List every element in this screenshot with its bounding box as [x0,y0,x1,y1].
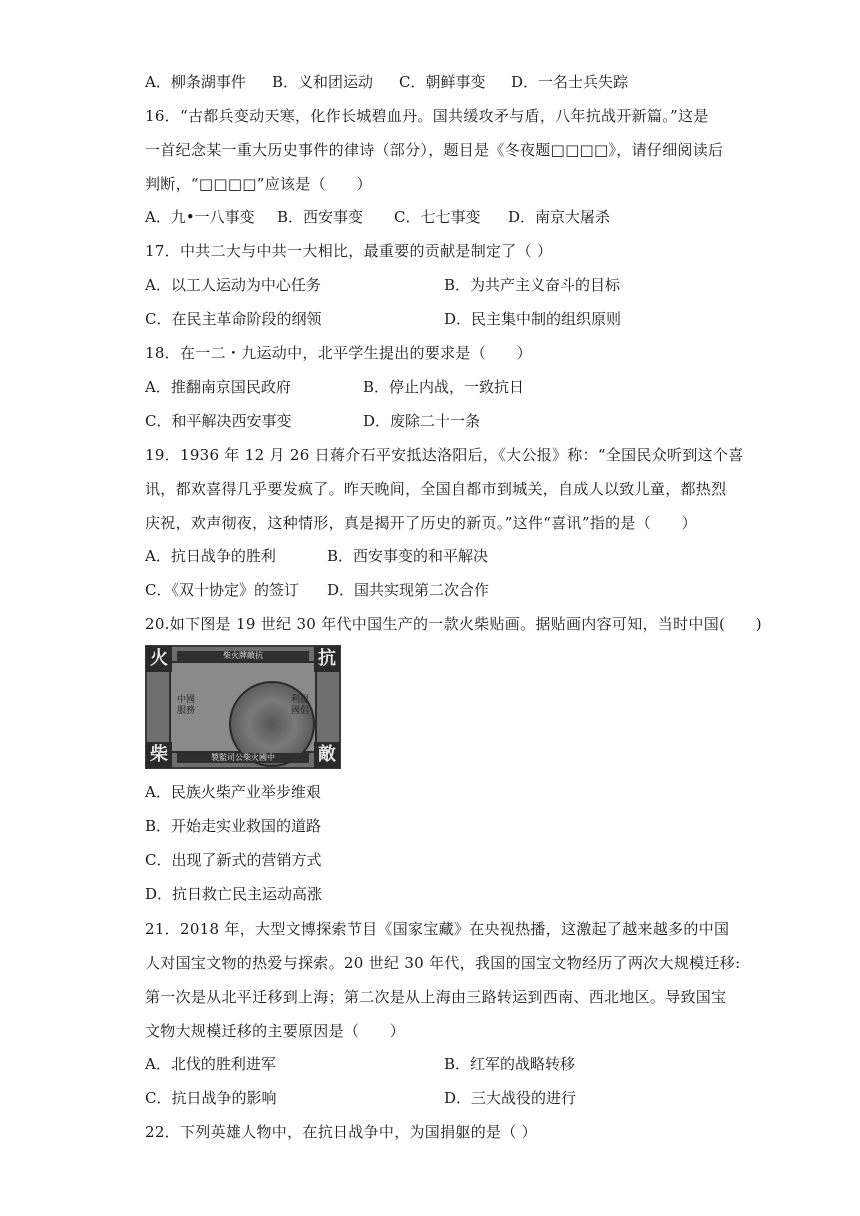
q16-option-a[interactable]: A．九•一八事变 [145,208,255,226]
q18-option-d[interactable]: D．废除二十一条 [363,412,481,430]
q18-stem: 18．在一二・九运动中，北平学生提出的要求是（ ） [145,344,532,362]
matchbox-label-image [145,645,341,769]
q15-option-d[interactable]: D．一名士兵失踪 [511,73,629,91]
q17-option-b[interactable]: B．为共产主义奋斗的目标 [444,276,621,294]
q18-option-c[interactable]: C．和平解决西安事变 [145,412,292,430]
q16-option-b[interactable]: B．西安事变 [277,208,364,226]
q20-stem: 20.如下图是 19 世纪 30 年代中国生产的一款火柴贴画。据贴画内容可知，当时中国( ) [145,615,762,633]
q22-stem: 22．下列英雄人物中，在抗日战争中，为国捐躯的是（ ） [145,1123,537,1141]
q17-option-d[interactable]: D．民主集中制的组织原则 [444,310,622,328]
q18-option-a[interactable]: A．推翻南京国民政府 [145,378,291,396]
q16-option-d[interactable]: D．南京大屠杀 [508,208,611,226]
q16-option-c[interactable]: C．七七事变 [394,208,481,226]
q19-option-a[interactable]: A．抗日战争的胜利 [145,547,276,565]
q15-option-a[interactable]: A．柳条湖事件 [145,73,246,91]
q17-stem: 17．中共二大与中共一大相比，最重要的贡献是制定了（ ） [145,242,553,260]
q16-stem-line-2: 一首纪念某一重大历史事件的律诗（部分），题目是《冬夜题□□□□》，请仔细阅读后 [145,141,724,159]
q21-option-b[interactable]: B．红军的战略转移 [444,1055,576,1073]
q21-stem-line-1: 21．2018 年，大型文博探索节目《国家宝藏》在央视热播，这激起了越来越多的中国 [145,920,730,938]
q19-option-d[interactable]: D．国共实现第二次合作 [327,581,490,599]
q18-option-b[interactable]: B．停止内战，一致抗日 [363,378,525,396]
q20-option-a[interactable]: A．民族火柴产业举步维艰 [145,783,321,801]
q17-option-c[interactable]: C．在民主革命阶段的纲领 [145,310,322,328]
q21-option-c[interactable]: C．抗日战争的影响 [145,1089,277,1107]
q19-stem-line-1: 19．1936 年 12 月 26 日蒋介石平安抵达洛阳后，《大公报》称：“全国民众听到这个喜 [145,446,744,464]
q21-option-d[interactable]: D．三大战役的进行 [444,1089,577,1107]
label-corner-top-left: 火 [146,646,172,672]
q21-stem-line-4: 文物大规模迁移的主要原因是（ ） [145,1022,406,1040]
label-corner-bottom-left: 柴 [146,742,172,768]
q20-option-c[interactable]: C．出现了新式的营销方式 [145,851,322,869]
q19-option-b[interactable]: B．西安事变的和平解决 [327,547,489,565]
q19-stem-line-3: 庆祝，欢声彻夜，这种情形，真是揭开了历史的新页。”这件“喜讯”指的是（ ） [145,514,697,532]
q20-option-b[interactable]: B．开始走实业救国的道路 [145,817,322,835]
label-corner-top-right: 抗 [314,646,340,672]
q19-option-c[interactable]: C．《双十协定》的签订 [145,581,299,599]
q16-stem-line-1: 16．“古都兵变动天寒，化作长城碧血丹。国共缓攻矛与盾，八年抗战开新篇。”这是 [145,107,709,125]
label-left-text: 中國 服務 [176,695,195,716]
label-corner-bottom-right: 敵 [314,742,340,768]
q17-option-a[interactable]: A．以工人运动为中心任务 [145,276,321,294]
label-right-text: 利提 國倡 [290,695,309,716]
q16-stem-line-3: 判断，“□□□□”应该是（ ） [145,175,372,193]
label-top-band: 柴火牌敵抗 [177,651,309,661]
q15-option-b[interactable]: B．义和团运动 [272,73,374,91]
q19-stem-line-2: 讯，都欢喜得几乎要发疯了。昨天晚间，全国自都市到城关，自成人以致儿童，都热烈 [145,480,727,498]
q21-stem-line-2: 人对国宝文物的热爱与探索。20 世纪 30 年代，我国的国宝文物经历了两次大规模迁移: [145,954,741,972]
q21-option-a[interactable]: A．北伐的胜利进军 [145,1055,276,1073]
q15-option-c[interactable]: C．朝鲜事变 [399,73,486,91]
q21-stem-line-3: 第一次是从北平迁移到上海；第二次是从上海由三路转运到西南、西北地区。导致国宝 [145,988,727,1006]
label-bottom-band: 製監司公柴火國中 [177,753,309,763]
q20-option-d[interactable]: D．抗日救亡民主运动高涨 [145,885,323,903]
